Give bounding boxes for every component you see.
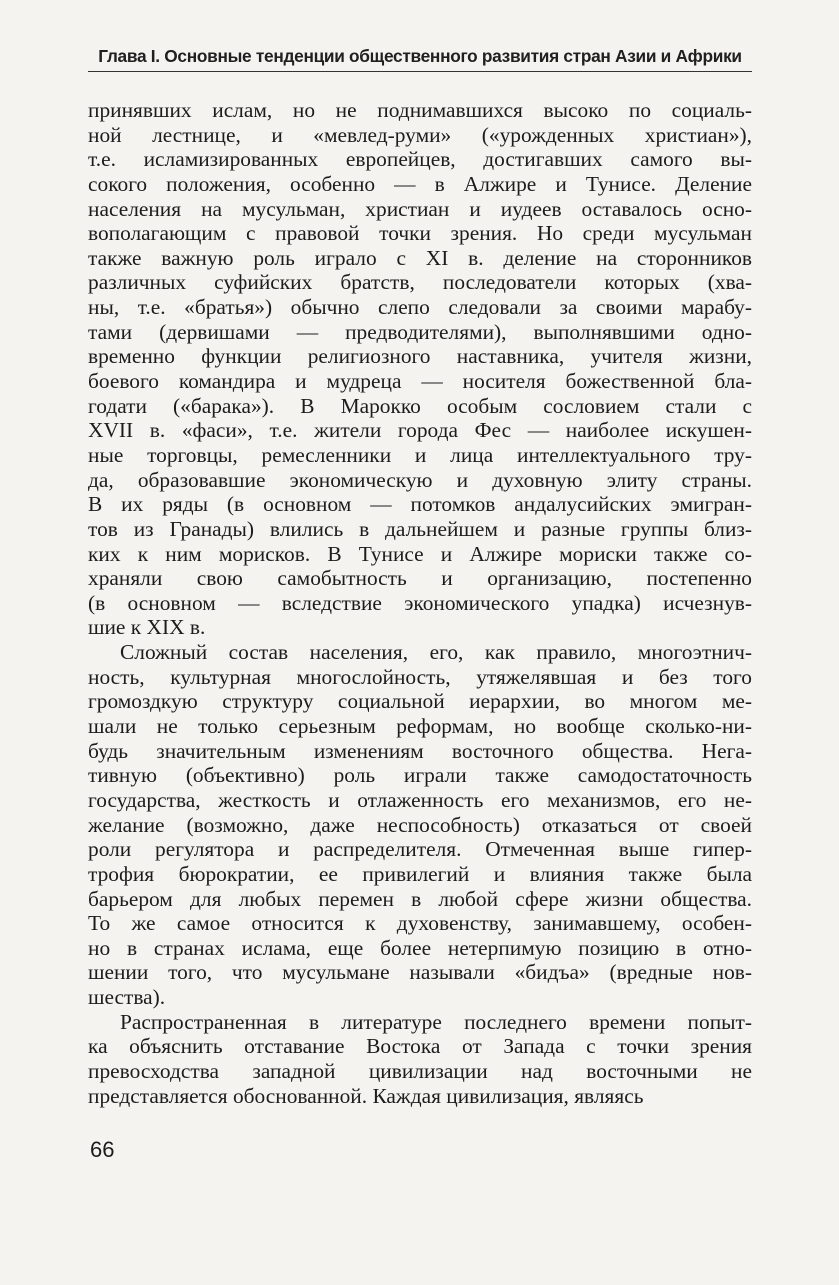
text-line: Сложный состав населения, его, как правило, многоэтнич- <box>120 640 752 665</box>
page-number: 66 <box>90 1137 115 1162</box>
text-line: ность, культурная многослойность, утяжелявшая и без того <box>88 664 752 689</box>
text-line: годати («барака»). В Марокко особым сословием стали с <box>88 393 752 418</box>
text-line: ны, т.е. «братья») обычно слепо следовали за своими марабу- <box>88 295 752 320</box>
text-line: ные торговцы, ремесленники и лица интеллектуального тру- <box>88 442 752 467</box>
running-head: Глава I. Основные тенденции общественного развития стран Азии и Африки <box>98 46 742 66</box>
text-line: громоздкую структуру социальной иерархии, во многом ме- <box>88 689 752 714</box>
paragraph <box>88 98 752 640</box>
text-line: трофия бюрократии, ее привилегий и влияния также была <box>88 861 752 886</box>
text-line: ной лестнице, и «мевлед-руми» («урожденных христиан»), <box>88 122 752 147</box>
text-line: превосходства западной цивилизации над восточными не <box>88 1058 752 1083</box>
text-line: храняли свою самобытность и организацию, постепенно <box>88 566 752 591</box>
text-line: тами (дервишами — предводителями), выполнявшими одно- <box>88 319 752 344</box>
text-line: т.е. исламизированных европейцев, достигавших самого вы- <box>88 147 752 172</box>
text-line: желание (возможно, даже неспособность) отказаться от своей <box>88 812 752 837</box>
text-line: шества). <box>88 985 166 1010</box>
text-line: ких к ним морисков. В Тунисе и Алжире мориски также со- <box>88 541 752 566</box>
text-line: роли регулятора и распределителя. Отмеченная выше гипер- <box>88 837 752 862</box>
text-line: представляется обоснованной. Каждая цивилизация, являясь <box>88 1083 644 1108</box>
text-line: То же самое относится к духовенству, занимавшему, особен- <box>88 911 752 936</box>
text-line: будь значительным изменениям восточного общества. Нега- <box>88 738 752 763</box>
text-line: шении того, что мусульмане называли «бидъа» (вредные нов- <box>88 960 752 985</box>
text-line: государства, жесткость и отлаженность его механизмов, его не- <box>88 787 752 812</box>
text-line: временно функции религиозного наставника, учителя жизни, <box>88 344 752 369</box>
text-line: да, образовавшие экономическую и духовную элиту страны. <box>88 467 752 492</box>
text-line: В их ряды (в основном — потомков андалусийских эмигран- <box>88 492 752 517</box>
text-line: различных суфийских братств, последователи которых (хва- <box>88 270 752 295</box>
body-text <box>88 98 752 1108</box>
text-line: тивную (объективно) роль играли также самодостаточность <box>88 763 752 788</box>
header-rule <box>88 71 752 72</box>
text-line: тов из Гранады) влились в дальнейшем и разные группы близ- <box>88 516 752 541</box>
text-line: вополагающим с правовой точки зрения. Но среди мусульман <box>88 221 752 246</box>
text-line: XVII в. «фаси», т.е. жители города Фес — наиболее искушен- <box>88 418 752 443</box>
paragraph <box>88 640 752 1010</box>
text-line: шали не только серьезным реформам, но вообще сколько-ни- <box>88 714 752 739</box>
text-line: принявших ислам, но не поднимавшихся высоко по социаль- <box>88 98 752 122</box>
text-line: (в основном — вследствие экономического упадка) исчезнув- <box>88 590 752 615</box>
paragraph <box>88 1010 752 1109</box>
text-line: населения на мусульман, христиан и иудеев оставалось осно- <box>88 196 752 221</box>
text-line: Распространенная в литературе последнего времени попыт- <box>120 1009 752 1034</box>
text-line: также важную роль играло с XI в. деление на сторонников <box>88 245 752 270</box>
text-line: ка объяснить отставание Востока от Запада с точки зрения <box>88 1034 752 1059</box>
text-line: сокого положения, особенно — в Алжире и Тунисе. Деление <box>88 171 752 196</box>
text-line: шие к XIX в. <box>88 615 206 640</box>
text-line: но в странах ислама, еще более нетерпимую позицию в отно- <box>88 935 752 960</box>
text-line: боевого командира и мудреца — носителя божественной бла- <box>88 369 752 394</box>
text-line: барьером для любых перемен в любой сфере жизни общества. <box>88 886 752 911</box>
